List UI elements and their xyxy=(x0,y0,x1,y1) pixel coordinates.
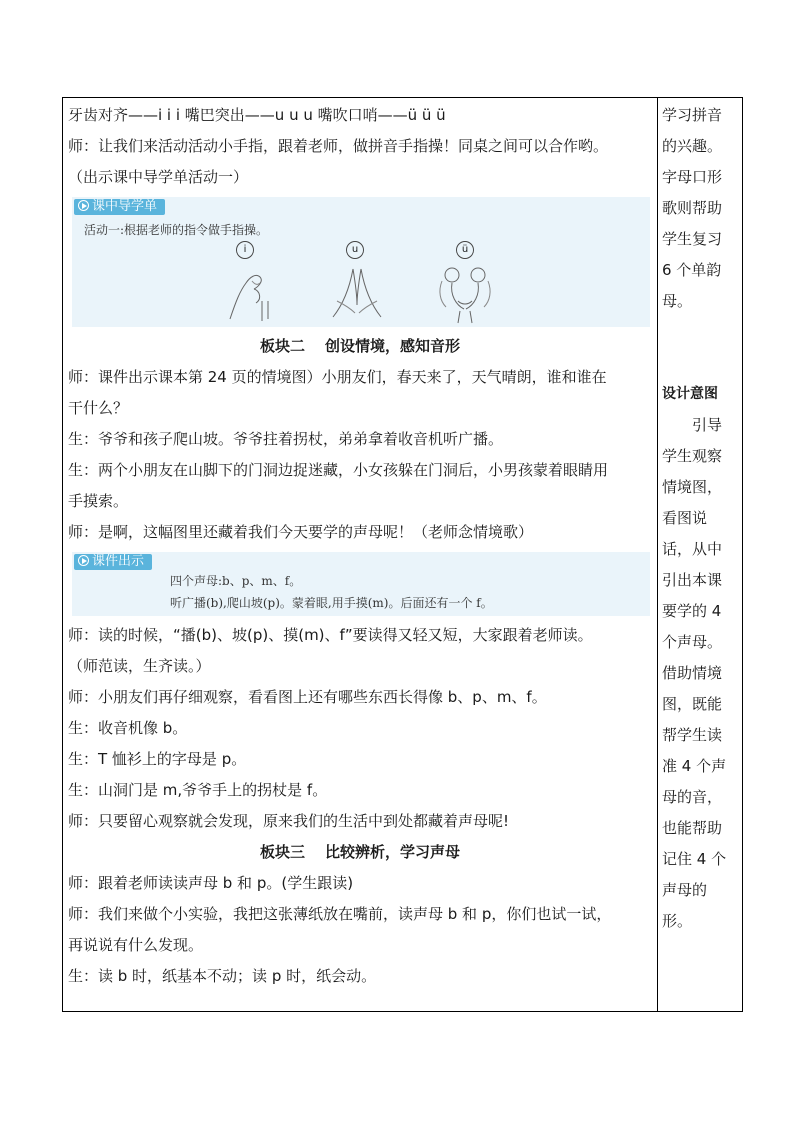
text-line: 生：山洞门是 m,爷爷手上的拐杖是 f。 xyxy=(68,781,328,799)
section-3-title: 比较辨析，学习声母 xyxy=(325,843,461,861)
side-line: 也能帮助 xyxy=(662,819,723,837)
design-intent-title: 设计意图 xyxy=(662,386,718,402)
text-line: 牙齿对齐——i i i 嘴巴突出——u u u 嘴吹口哨——ü ü ü xyxy=(68,106,446,124)
guide-panel xyxy=(72,197,650,327)
side-line: 声母的 xyxy=(662,881,708,899)
side-line: 准 4 个声 xyxy=(662,757,727,775)
hand-gesture-u-icon xyxy=(327,261,387,323)
text-line: 生：收音机像 b。 xyxy=(68,719,188,737)
courseware-line-2: 听广播(b),爬山坡(p)。蒙着眼,用手摸(m)。后面还有一个 f。 xyxy=(170,596,493,610)
courseware-tag xyxy=(74,554,152,570)
letter-u-umlaut-circle: ü xyxy=(456,241,474,259)
side-line: 学习拼音 xyxy=(662,106,723,124)
side-line: 母的音， xyxy=(662,788,723,806)
text-line: 再说说有什么发现。 xyxy=(68,936,204,954)
text-line: （师范读，生齐读。） xyxy=(68,657,211,675)
play-icon xyxy=(78,555,89,566)
side-line: 学生观察 xyxy=(662,447,723,465)
text-line: 师：我们来做个小实验，我把这张薄纸放在嘴前，读声母 b 和 p，你们也试一试， xyxy=(68,905,612,923)
side-line: 形。 xyxy=(662,912,693,930)
text-line: 师：只要留心观察就会发现，原来我们的生活中到处都藏着声母呢! xyxy=(68,812,510,830)
design-intent-column xyxy=(662,100,738,937)
side-line: 学生复习 xyxy=(662,230,723,248)
section-3-label: 板块三 xyxy=(259,843,305,861)
side-line: 借助情境 xyxy=(662,664,723,682)
side-line: 6 个单韵 xyxy=(662,261,722,279)
side-line: 母。 xyxy=(662,292,693,310)
side-line: 话，从中 xyxy=(662,540,723,558)
text-line: 师：是啊，这幅图里还藏着我们今天要学的声母呢！（老师念情境歌） xyxy=(68,523,534,541)
side-line: 引导 xyxy=(662,416,723,434)
side-line: 情境图， xyxy=(662,478,723,496)
section-2-heading xyxy=(68,331,652,362)
text-line: 生：T 恤衫上的字母是 p。 xyxy=(68,750,247,768)
hand-gesture-i-icon xyxy=(222,261,282,323)
text-line: （出示课中导学单活动一） xyxy=(68,168,249,186)
side-line: 要学的 4 xyxy=(662,602,722,620)
side-line: 记住 4 个 xyxy=(662,850,727,868)
side-line: 的兴趣。 xyxy=(662,137,723,155)
side-spacer xyxy=(662,317,738,379)
text-line: 生：读 b 时，纸基本不动；读 p 时，纸会动。 xyxy=(68,967,377,985)
text-line: 师：读的时候，“播(b)、坡(p)、摸(m)、f”要读得又轻又短，大家跟着老师读。 xyxy=(68,626,593,644)
courseware-line-1: 四个声母:b、p、m、f。 xyxy=(170,574,302,588)
text-line: 手摸索。 xyxy=(68,492,129,510)
side-line: 字母口形 xyxy=(662,168,723,186)
letter-i-circle: i xyxy=(236,241,254,259)
side-line: 歌则帮助 xyxy=(662,199,723,217)
side-line: 看图说 xyxy=(662,509,708,527)
hand-gesture-u-umlaut-icon xyxy=(434,261,498,325)
text-line: 生：爷爷和孩子爬山坡。爷爷拄着拐杖，弟弟拿着收音机听广播。 xyxy=(68,430,504,448)
text-line: 干什么？ xyxy=(68,399,129,417)
guide-tag-label: 课中导学单 xyxy=(92,199,158,214)
column-divider xyxy=(657,97,658,1012)
section-3-heading xyxy=(68,837,652,868)
letter-u-circle: u xyxy=(346,241,364,259)
guide-tag xyxy=(74,199,165,215)
courseware-panel xyxy=(72,552,650,616)
side-line: 引出本课 xyxy=(662,571,723,589)
side-line: 图，既能 xyxy=(662,695,723,713)
text-line: 师：跟着老师读读声母 b 和 p。(学生跟读) xyxy=(68,874,354,892)
section-2-title: 创设情境，感知音形 xyxy=(325,337,461,355)
guide-activity-text: 活动一:根据老师的指令做手指操。 xyxy=(84,223,269,237)
text-line: 师：课件出示课本第 24 页的情境图）小朋友们，春天来了，天气晴朗，谁和谁在 xyxy=(68,368,607,386)
text-line: 师：小朋友们再仔细观察，看看图上还有哪些东西长得像 b、p、m、f。 xyxy=(68,688,547,706)
side-line: 个声母。 xyxy=(662,633,723,651)
text-line: 师：让我们来活动活动小手指，跟着老师，做拼音手指操！同桌之间可以合作哟。 xyxy=(68,137,609,155)
text-line: 生：两个小朋友在山脚下的门洞边捉迷藏，小女孩躲在门洞后，小男孩蒙着眼睛用 xyxy=(68,461,609,479)
lesson-content-column xyxy=(68,100,652,992)
section-2-label: 板块二 xyxy=(259,337,305,355)
play-icon xyxy=(78,200,89,211)
side-line: 帮学生读 xyxy=(662,726,723,744)
courseware-tag-label: 课件出示 xyxy=(92,554,145,569)
